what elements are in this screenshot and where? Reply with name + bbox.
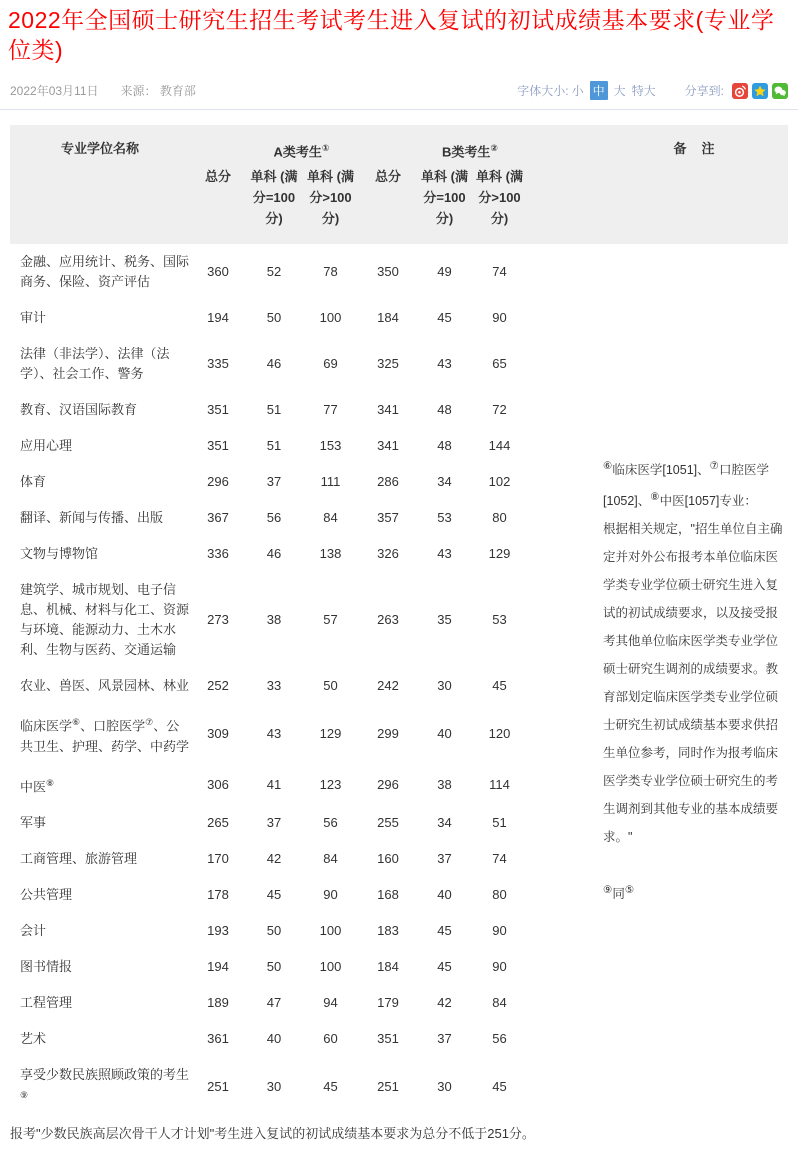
score-cell: 42 [417,985,472,1021]
score-cell: 78 [302,244,359,300]
score-cell: 53 [472,572,527,668]
qzone-share-icon[interactable] [752,83,768,99]
score-cell: 37 [417,1021,472,1057]
degree-name-cell: 审计 [10,300,190,336]
remark-paragraph: ⑨同⑤ [603,885,635,902]
score-cell: 50 [246,949,302,985]
degree-name-cell: 享受少数民族照顾政策的考生⑨ [10,1057,190,1117]
score-cell: 90 [302,877,359,913]
score-cell: 56 [246,500,302,536]
score-cell: 30 [417,668,472,704]
column-header-remark: 备 注 [527,125,788,244]
degree-name-cell: 图书情报 [10,949,190,985]
score-cell: 38 [417,765,472,805]
degree-name-cell: 临床医学⑥、口腔医学⑦、公共卫生、护理、药学、中药学 [10,704,190,764]
score-cell: 144 [472,428,527,464]
share-label: 分享到: [684,84,724,98]
column-header-b-total: 总分 [359,164,417,244]
score-cell: 42 [246,841,302,877]
weibo-share-icon[interactable] [732,83,748,99]
score-cell: 80 [472,877,527,913]
degree-name-cell: 会计 [10,913,190,949]
table-header [10,125,788,244]
degree-name-cell: 文物与博物馆 [10,536,190,572]
score-cell: 72 [472,392,527,428]
score-cell: 40 [246,1021,302,1057]
score-cell: 336 [190,536,246,572]
score-cell: 84 [472,985,527,1021]
score-cell: 242 [359,668,417,704]
score-cell: 35 [417,572,472,668]
score-cell: 45 [417,300,472,336]
column-group-b: B类考生② [359,125,527,164]
score-cell: 52 [246,244,302,300]
score-cell: 51 [472,805,527,841]
score-cell: 286 [359,464,417,500]
score-cell: 94 [302,985,359,1021]
column-header-a-single100: 单科 (满分=100分) [246,164,302,244]
score-cell: 184 [359,949,417,985]
score-cell: 56 [302,805,359,841]
meta-row [0,65,798,110]
score-cell: 138 [302,536,359,572]
score-cell: 251 [190,1057,246,1117]
score-cell: 43 [417,536,472,572]
score-cell: 360 [190,244,246,300]
score-cell: 296 [190,464,246,500]
score-cell: 350 [359,244,417,300]
font-size-label: 字体大小: [517,84,569,98]
degree-name-cell: 公共管理 [10,877,190,913]
score-cell: 33 [246,668,302,704]
column-group-a: A类考生① [190,125,359,164]
score-cell: 74 [472,244,527,300]
score-cell: 40 [417,877,472,913]
publish-date: 2022年03月11日 [10,84,99,98]
score-cell: 30 [417,1057,472,1117]
score-cell: 111 [302,464,359,500]
score-cell: 341 [359,428,417,464]
score-cell: 179 [359,985,417,1021]
score-cell: 351 [359,1021,417,1057]
wechat-share-icon[interactable] [772,83,788,99]
score-cell: 37 [417,841,472,877]
column-header-a-total: 总分 [190,164,246,244]
score-cell: 273 [190,572,246,668]
page-tools [517,81,788,100]
font-large-button[interactable]: 大 [613,84,626,98]
score-cell: 153 [302,428,359,464]
score-cell: 357 [359,500,417,536]
score-cell: 306 [190,765,246,805]
score-cell: 194 [190,300,246,336]
score-cell: 100 [302,913,359,949]
column-header-degree-name: 专业学位名称 [10,125,190,244]
column-header-a-single-over100: 单科 (满分>100分) [302,164,359,244]
column-header-b-single-over100: 单科 (满分>100分) [472,164,527,244]
score-cell: 90 [472,300,527,336]
degree-name-cell: 艺术 [10,1021,190,1057]
score-cell: 53 [417,500,472,536]
score-cell: 361 [190,1021,246,1057]
score-cell: 194 [190,949,246,985]
score-cell: 100 [302,300,359,336]
score-cell: 50 [302,668,359,704]
score-cell: 40 [417,704,472,764]
score-cell: 168 [359,877,417,913]
score-cell: 351 [190,392,246,428]
score-cell: 351 [190,428,246,464]
degree-name-cell: 体育 [10,464,190,500]
score-cell: 309 [190,704,246,764]
remark-paragraph: 根据相关规定，"招生单位自主确定并对外公布报考本单位临床医学类专业学位硕士研究生进入复试的初试成绩要求，以及接受报考其他单位临床医学类专业学位硕士研究生调剂的成绩要求。教育部划定临床医学类专业学位硕士研究生初试成绩基本要求供招生单位参考，同时作为报考临床医学类专业学位硕士研究生的考生调剂到其他专业的基本成绩要求。" [603,522,783,845]
score-cell: 45 [246,877,302,913]
degree-name-cell: 农业、兽医、风景园林、林业 [10,668,190,704]
score-cell: 170 [190,841,246,877]
score-cell: 46 [246,536,302,572]
score-cell: 77 [302,392,359,428]
degree-name-cell: 工程管理 [10,985,190,1021]
score-cell: 84 [302,841,359,877]
table-body [10,244,788,1117]
score-cell: 37 [246,464,302,500]
score-cell: 90 [472,949,527,985]
score-cell: 129 [472,536,527,572]
footnote: 报考"少数民族高层次骨干人才计划"考生进入复试的初试成绩基本要求为总分不低于251分。 [10,1126,535,1142]
score-cell: 45 [417,949,472,985]
score-cell: 38 [246,572,302,668]
score-cell: 74 [472,841,527,877]
score-cell: 184 [359,300,417,336]
score-cell: 341 [359,392,417,428]
degree-name-cell: 应用心理 [10,428,190,464]
score-cell: 129 [302,704,359,764]
score-cell: 299 [359,704,417,764]
score-cell: 65 [472,336,527,392]
score-cell: 45 [472,1057,527,1117]
score-cell: 335 [190,336,246,392]
score-cell: 50 [246,913,302,949]
score-cell: 43 [417,336,472,392]
score-cell: 252 [190,668,246,704]
score-cell: 178 [190,877,246,913]
score-cell: 263 [359,572,417,668]
score-cell: 51 [246,428,302,464]
score-cell: 326 [359,536,417,572]
remark-cell [527,244,788,1117]
score-cell: 69 [302,336,359,392]
footnote-mark-1: ① [321,143,330,153]
page-title: 2022年全国硕士研究生招生考试考生进入复试的初试成绩基本要求(专业学位类) [8,7,775,63]
score-cell: 296 [359,765,417,805]
degree-name-cell: 中医⑧ [10,765,190,805]
score-cell: 41 [246,765,302,805]
score-cell: 102 [472,464,527,500]
degree-name-cell: 金融、应用统计、税务、国际商务、保险、资产评估 [10,244,190,300]
score-cell: 30 [246,1057,302,1117]
score-cell: 46 [246,336,302,392]
score-cell: 45 [302,1057,359,1117]
score-cell: 251 [359,1057,417,1117]
score-cell: 114 [472,765,527,805]
degree-name-cell: 军事 [10,805,190,841]
score-cell: 100 [302,949,359,985]
score-cell: 255 [359,805,417,841]
score-cell: 56 [472,1021,527,1057]
score-cell: 120 [472,704,527,764]
score-cell: 189 [190,985,246,1021]
source-label: 来源： 教育部 [120,84,196,98]
score-cell: 48 [417,428,472,464]
score-cell: 60 [302,1021,359,1057]
score-cell: 45 [417,913,472,949]
score-cell: 265 [190,805,246,841]
score-cell: 84 [302,500,359,536]
meta-info [10,82,196,99]
score-cell: 367 [190,500,246,536]
score-cell: 34 [417,464,472,500]
remark-paragraph: ⑥临床医学[1051]、⑦口腔医学[1052]、⑧中医[1057]专业： [603,461,769,509]
score-cell: 123 [302,765,359,805]
score-cell: 37 [246,805,302,841]
font-xlarge-button[interactable]: 特大 [631,84,656,98]
score-cell: 34 [417,805,472,841]
footnote-mark-2: ② [490,143,499,153]
score-cell: 43 [246,704,302,764]
degree-name-cell: 法律（非法学）、法律（法学）、社会工作、警务 [10,336,190,392]
degree-name-cell: 翻译、新闻与传播、出版 [10,500,190,536]
score-cell: 183 [359,913,417,949]
degree-name-cell: 教育、汉语国际教育 [10,392,190,428]
degree-name-cell: 建筑学、城市规划、电子信息、机械、材料与化工、资源与环境、能源动力、土木水利、生物与医药、交通运输 [10,572,190,668]
table-row [10,244,788,300]
score-cell: 51 [246,392,302,428]
score-cell: 48 [417,392,472,428]
score-cell: 57 [302,572,359,668]
score-cell: 325 [359,336,417,392]
font-medium-button[interactable]: 中 [590,81,608,100]
score-table [10,125,788,1117]
score-cell: 47 [246,985,302,1021]
score-cell: 80 [472,500,527,536]
font-small-button[interactable]: 小 [571,84,584,98]
score-cell: 50 [246,300,302,336]
score-cell: 193 [190,913,246,949]
score-cell: 45 [472,668,527,704]
score-cell: 160 [359,841,417,877]
score-cell: 90 [472,913,527,949]
score-cell: 49 [417,244,472,300]
column-header-b-single100: 单科 (满分=100分) [417,164,472,244]
degree-name-cell: 工商管理、旅游管理 [10,841,190,877]
